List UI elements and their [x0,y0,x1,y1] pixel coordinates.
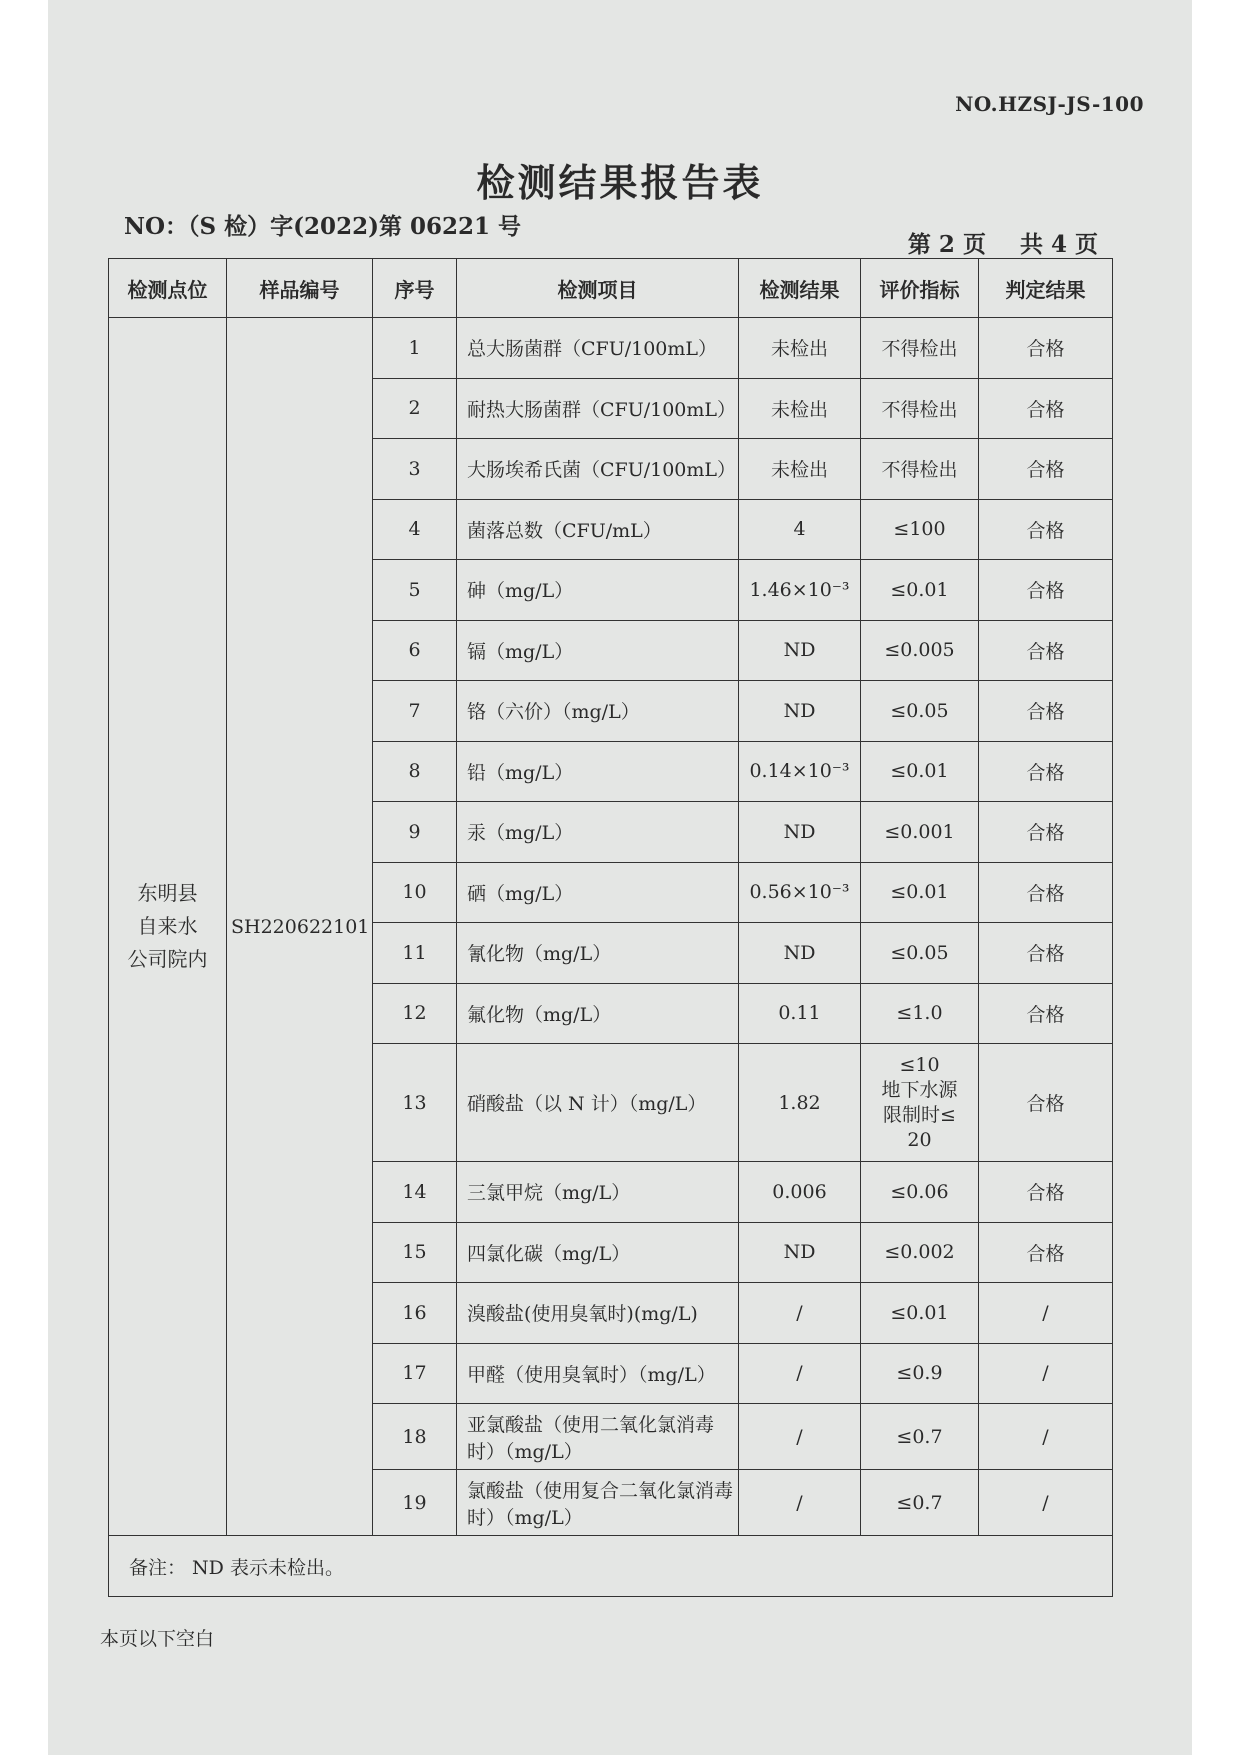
test-item-cell: 汞（mg/L） [457,802,739,863]
serial-number-cell: 16 [373,1283,457,1344]
verdict-cell: 合格 [979,1162,1113,1223]
column-header: 判定结果 [979,259,1113,318]
criterion-cell: 不得检出 [861,318,979,379]
test-item-cell: 砷（mg/L） [457,560,739,621]
serial-number-cell: 11 [373,923,457,984]
criterion-cell: ≤0.01 [861,1283,979,1344]
test-item-cell: 四氯化碳（mg/L） [457,1222,739,1283]
verdict-cell: 合格 [979,862,1113,923]
serial-number-cell: 18 [373,1404,457,1470]
blank-below-note: 本页以下空白 [100,1628,215,1650]
table-header-row [109,259,1113,318]
serial-number-cell: 3 [373,439,457,500]
serial-number-cell: 13 [373,1044,457,1162]
report-number: NO：（S 检）字(2022)第 06221 号 [124,213,521,240]
serial-number-cell: 12 [373,983,457,1044]
criterion-cell: ≤0.05 [861,923,979,984]
verdict-cell: 合格 [979,923,1113,984]
note-row [109,1536,1113,1597]
serial-number-cell: 2 [373,378,457,439]
test-result-cell: 未检出 [739,318,861,379]
verdict-cell: 合格 [979,620,1113,681]
criterion-cell: ≤0.01 [861,862,979,923]
criterion-cell: ≤0.002 [861,1222,979,1283]
test-result-cell: / [739,1470,861,1536]
test-item-cell: 镉（mg/L） [457,620,739,681]
test-item-cell: 硒（mg/L） [457,862,739,923]
criterion-cell: ≤0.01 [861,560,979,621]
test-result-cell: 0.14×10⁻³ [739,741,861,802]
criterion-cell: 不得检出 [861,378,979,439]
serial-number-cell: 8 [373,741,457,802]
column-header: 序号 [373,259,457,318]
test-item-cell: 氯酸盐（使用复合二氧化氯消毒时）（mg/L） [457,1470,739,1536]
test-result-cell: ND [739,802,861,863]
test-result-cell: 0.56×10⁻³ [739,862,861,923]
test-item-cell: 氰化物（mg/L） [457,923,739,984]
serial-number-cell: 14 [373,1162,457,1223]
test-item-cell: 甲醛（使用臭氧时）（mg/L） [457,1343,739,1404]
verdict-cell: 合格 [979,741,1113,802]
column-header: 样品编号 [227,259,373,318]
remarks-note: 备注： ND 表示未检出。 [109,1536,1113,1597]
criterion-cell: ≤100 [861,499,979,560]
report-page [48,0,1192,1755]
test-site-cell: 东明县 自来水 公司院内 [109,318,227,1536]
serial-number-cell: 5 [373,560,457,621]
verdict-cell: 合格 [979,1044,1113,1162]
criterion-cell: ≤0.005 [861,620,979,681]
test-result-cell: 0.006 [739,1162,861,1223]
table-row [109,318,1113,379]
test-result-cell: / [739,1343,861,1404]
column-header: 评价指标 [861,259,979,318]
test-item-cell: 总大肠菌群（CFU/100mL） [457,318,739,379]
serial-number-cell: 15 [373,1222,457,1283]
serial-number-cell: 4 [373,499,457,560]
background-right [1192,0,1240,1755]
criterion-cell: ≤0.9 [861,1343,979,1404]
verdict-cell: 合格 [979,681,1113,742]
criterion-cell: ≤0.01 [861,741,979,802]
verdict-cell: 合格 [979,1222,1113,1283]
page-title: 检测结果报告表 [476,161,764,205]
serial-number-cell: 6 [373,620,457,681]
test-result-cell: 4 [739,499,861,560]
test-item-cell: 耐热大肠菌群（CFU/100mL） [457,378,739,439]
serial-number-cell: 17 [373,1343,457,1404]
verdict-cell: / [979,1404,1113,1470]
test-result-cell: ND [739,923,861,984]
test-item-cell: 铅（mg/L） [457,741,739,802]
test-result-cell: / [739,1283,861,1344]
verdict-cell: / [979,1283,1113,1344]
serial-number-cell: 7 [373,681,457,742]
serial-number-cell: 19 [373,1470,457,1536]
verdict-cell: 合格 [979,499,1113,560]
column-header: 检测结果 [739,259,861,318]
test-result-cell: ND [739,1222,861,1283]
criterion-cell: ≤0.06 [861,1162,979,1223]
serial-number-cell: 1 [373,318,457,379]
test-item-cell: 亚氯酸盐（使用二氧化氯消毒时）（mg/L） [457,1404,739,1470]
test-item-cell: 硝酸盐（以 N 计）（mg/L） [457,1044,739,1162]
criterion-cell: ≤0.001 [861,802,979,863]
criterion-cell: ≤0.05 [861,681,979,742]
verdict-cell: / [979,1343,1113,1404]
test-result-cell: 未检出 [739,439,861,500]
criterion-cell: 不得检出 [861,439,979,500]
criterion-cell: ≤0.7 [861,1470,979,1536]
test-item-cell: 三氯甲烷（mg/L） [457,1162,739,1223]
test-result-cell: / [739,1404,861,1470]
verdict-cell: 合格 [979,560,1113,621]
test-result-cell: 1.46×10⁻³ [739,560,861,621]
page-total: 共 4 页 [1019,231,1098,258]
verdict-cell: / [979,1470,1113,1536]
column-header: 检测项目 [457,259,739,318]
test-item-cell: 铬（六价）（mg/L） [457,681,739,742]
test-result-cell: ND [739,620,861,681]
test-item-cell: 溴酸盐(使用臭氧时)(mg/L) [457,1283,739,1344]
verdict-cell: 合格 [979,983,1113,1044]
verdict-cell: 合格 [979,802,1113,863]
column-header: 检测点位 [109,259,227,318]
verdict-cell: 合格 [979,439,1113,500]
test-result-cell: 0.11 [739,983,861,1044]
test-item-cell: 氟化物（mg/L） [457,983,739,1044]
criterion-cell: ≤10 地下水源 限制时≤ 20 [861,1044,979,1162]
criterion-cell: ≤1.0 [861,983,979,1044]
test-item-cell: 大肠埃希氏菌（CFU/100mL） [457,439,739,500]
page-indicator [882,226,1098,259]
verdict-cell: 合格 [979,378,1113,439]
results-table [108,258,1113,1597]
test-result-cell: 1.82 [739,1044,861,1162]
background-left [0,0,48,1755]
serial-number-cell: 10 [373,862,457,923]
page-current: 第 2 页 [907,231,986,258]
test-result-cell: 未检出 [739,378,861,439]
sample-number-cell: SH220622101 [227,318,373,1536]
test-result-cell: ND [739,681,861,742]
test-item-cell: 菌落总数（CFU/mL） [457,499,739,560]
document-number: NO.HZSJ-JS-100 [955,92,1144,116]
criterion-cell: ≤0.7 [861,1404,979,1470]
verdict-cell: 合格 [979,318,1113,379]
serial-number-cell: 9 [373,802,457,863]
